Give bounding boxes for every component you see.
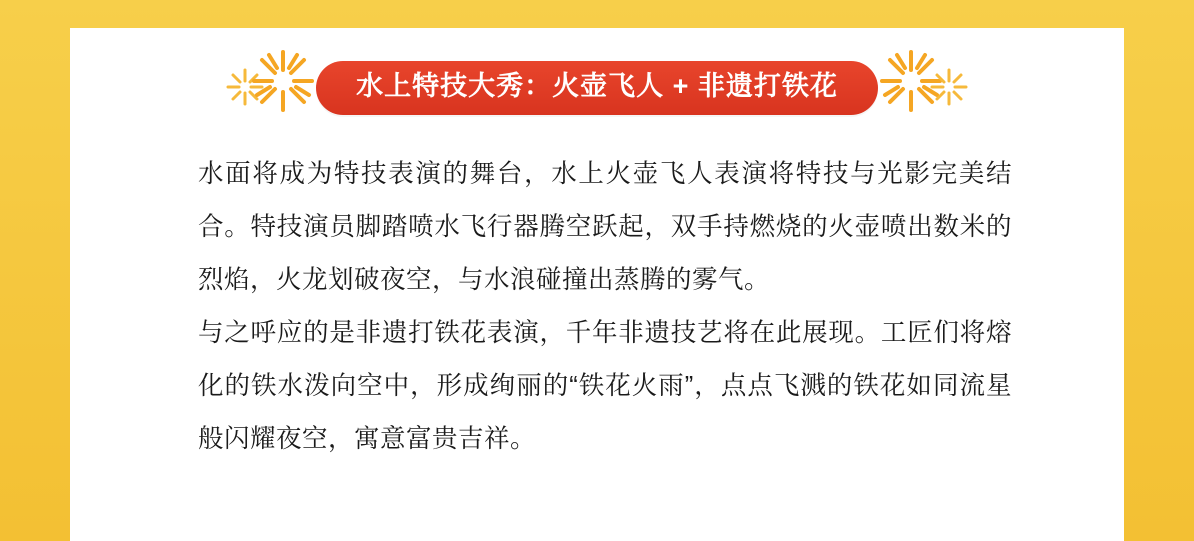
firework-spark-icon bbox=[926, 64, 972, 110]
paragraph: 与之呼应的是非遗打铁花表演，千年非遗技艺将在此展现。工匠们将熔化的铁水泼向空中，形成绚丽的“铁花火雨”，点点飞溅的铁花如同流星般闪耀夜空，寓意富贵吉祥。 bbox=[198, 319, 1012, 453]
page-title: 水上特技大秀：火壶飞人 + 非遗打铁花 bbox=[356, 71, 838, 102]
body-text bbox=[100, 148, 1094, 466]
title-banner bbox=[316, 61, 878, 115]
firework-spark-icon bbox=[876, 46, 946, 116]
paragraph: 水面将成为特技表演的舞台，水上火壶飞人表演将特技与光影完美结合。特技演员脚踏喷水飞行器腾空跃起，双手持燃烧的火壶喷出数米的烈焰，火龙划破夜空，与水浪碰撞出蒸腾的雾气。 bbox=[198, 160, 1012, 294]
content-card bbox=[70, 28, 1124, 541]
content-column bbox=[70, 28, 1124, 466]
firework-spark-icon bbox=[222, 64, 268, 110]
title-banner-row bbox=[100, 28, 1094, 148]
firework-spark-icon bbox=[248, 46, 318, 116]
